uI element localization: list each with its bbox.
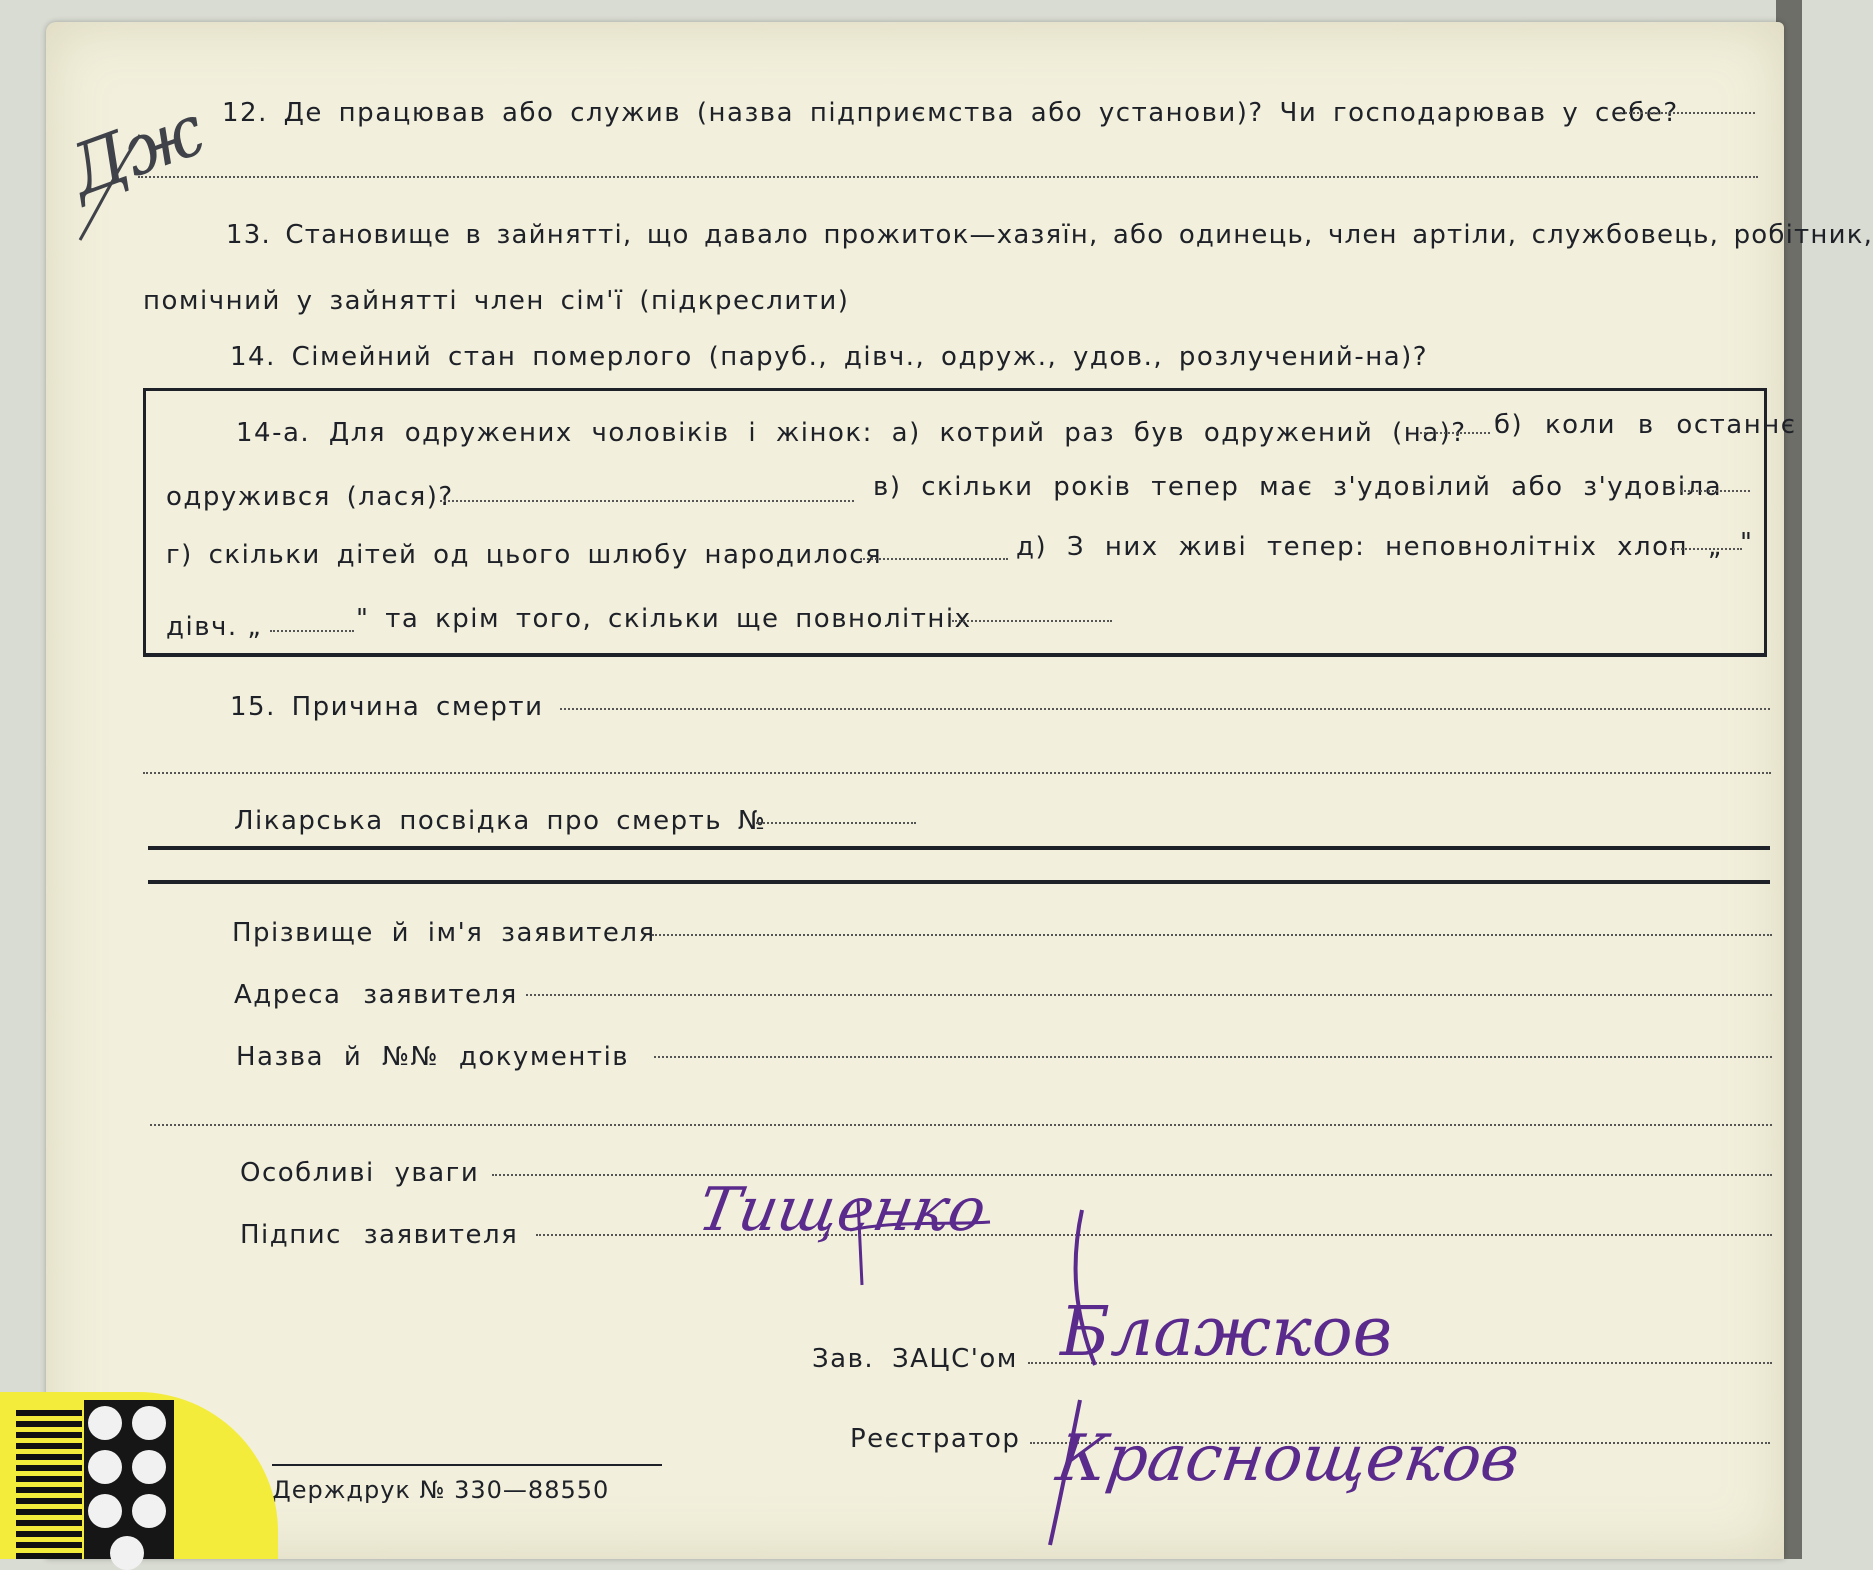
question-14a-part-a: 14-а. Для одружених чоловіків і жінок: а) котрий раз був одружений (на)? bbox=[236, 418, 1467, 448]
q15-answer-line-2 bbox=[143, 772, 1771, 774]
documents-line bbox=[654, 1056, 1772, 1058]
q15-answer-line bbox=[560, 708, 1770, 710]
question-14a-part-d: д) З них живі тепер: неповнолітніх хлоп „ bbox=[1016, 532, 1723, 562]
applicant-name-label: Прізвище й ім'я заявителя bbox=[232, 918, 656, 948]
archive-barcode bbox=[16, 1405, 82, 1559]
applicant-address-line bbox=[526, 994, 1772, 996]
printer-rule bbox=[272, 1464, 662, 1466]
question-13: 13. Становище в зайнятті, що давало прожиток—хазяїн, або одинець, член артіли, службовець, робітник, bbox=[226, 220, 1873, 250]
printer-imprint: Держдрук № 330—88550 bbox=[272, 1476, 610, 1504]
question-12: 12. Де працював або служив (назва підприємства або установи)? Чи господарював у себе? bbox=[222, 98, 1679, 128]
svg-text:Дж: Дж bbox=[58, 88, 215, 213]
medical-certificate-label: Лікарська посвідка про смерть № bbox=[234, 806, 767, 836]
section-divider-bottom bbox=[148, 880, 1770, 884]
head-zags-label: Зав. ЗАЦС'ом bbox=[812, 1344, 1018, 1374]
question-14a-girls: дівч. „ bbox=[166, 612, 263, 642]
q14a-answer-g bbox=[860, 558, 1008, 560]
head-zags-signature bbox=[1040, 1205, 1393, 1385]
q14a-answer-b bbox=[440, 500, 854, 502]
medical-certificate-number-line bbox=[756, 822, 916, 824]
question-14a-married-when: одружився (лася)? bbox=[166, 482, 454, 512]
registrar-label: Реєстратор bbox=[850, 1424, 1021, 1454]
registrar-signature bbox=[1040, 1370, 1524, 1550]
q14a-answer-v bbox=[1680, 490, 1750, 492]
question-14: 14. Сімейний стан померлого (паруб., дівч., одруж., удов., розлучений-на)? bbox=[230, 342, 1429, 372]
form-sheet bbox=[46, 22, 1784, 1559]
q14a-answer-adults bbox=[952, 620, 1112, 622]
margin-handwritten-initials bbox=[58, 88, 215, 245]
q12-answer-line-end bbox=[1620, 112, 1755, 114]
q14a-answer-boys bbox=[1670, 548, 1742, 550]
special-notes-line bbox=[492, 1174, 1772, 1176]
special-notes-label: Особливі уваги bbox=[240, 1158, 480, 1188]
archive-dot-code bbox=[84, 1400, 174, 1559]
question-14a-quote-close: " bbox=[1740, 528, 1754, 558]
applicant-name-line bbox=[652, 934, 1772, 936]
question-15: 15. Причина смерти bbox=[230, 692, 544, 722]
q12-answer-line bbox=[138, 176, 1758, 178]
q14a-answer-a bbox=[1420, 432, 1490, 434]
question-13-continuation: помічний у зайнятті член сім'ї (підкреслити) bbox=[143, 286, 850, 316]
applicant-address-label: Адреса заявителя bbox=[234, 980, 518, 1010]
section-divider-top bbox=[148, 846, 1770, 850]
question-14a-part-g: г) скільки дітей од цього шлюбу народилося bbox=[166, 540, 883, 570]
documents-label: Назва й №№ документів bbox=[236, 1042, 630, 1072]
svg-text:Тищенко: Тищенко bbox=[693, 1175, 992, 1245]
question-14a-part-v: в) скільки років тепер має з'удовілий або з'удовіла bbox=[873, 472, 1723, 502]
svg-text:Краснощеков: Краснощеков bbox=[1052, 1421, 1524, 1496]
question-14a-part-b: б) коли в останнє bbox=[1494, 410, 1797, 440]
svg-text:Блажков: Блажков bbox=[1060, 1293, 1393, 1372]
documents-line-2 bbox=[150, 1124, 1772, 1126]
q14a-answer-girls bbox=[270, 630, 354, 632]
applicant-signature bbox=[693, 1150, 1000, 1290]
applicant-signature-label: Підпис заявителя bbox=[240, 1220, 519, 1250]
question-14a-adults: " та крім того, скільки ще повнолітніх bbox=[356, 604, 972, 634]
